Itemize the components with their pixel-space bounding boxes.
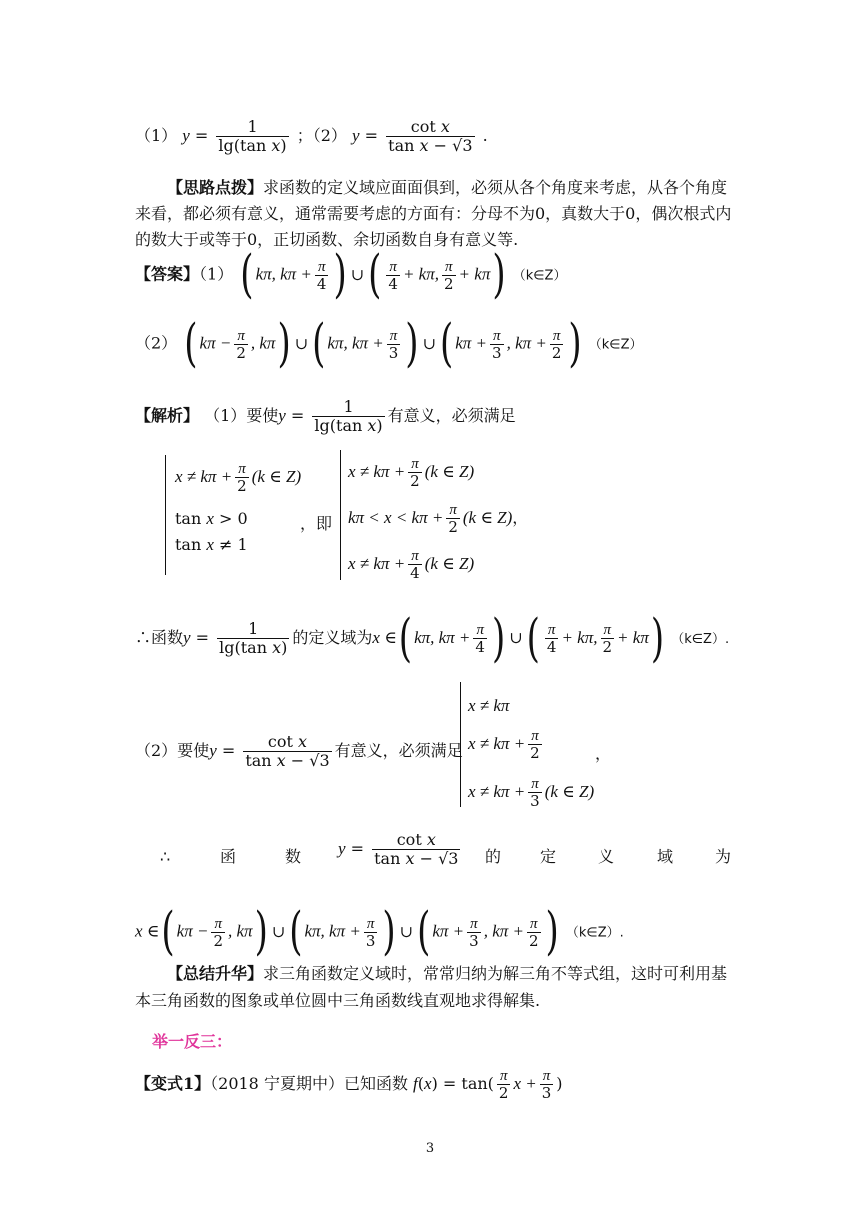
hint-label: 【思路点拨】 [167,178,264,197]
analysis-label: 【解析】 [135,406,200,425]
document-page: （1） y = $\frac{1}{\text{lg(tan x)}}$ ；（2） y = $\frac{\text{cot x}}{\text{tan x − √3}}$ . 【思路点拨】求函数的定义域应面面俱到，必须从各个角度来考虑，从各个角度来看，都必须有意义，通常需要考虑的方面有：分母不为0，真数大于0，偶次根式内的数大于或等于0，正切函数、余切函数自身有意义等. 【答案】（1） ( kπ, kπ + $\frac{\pi}{4}$ ) ∪ ( $\frac{\pi}{4}$ + kπ, $\frac{\pi}{2}$ + kπ) （k∈Z） （2） ( kπ − $\frac{\pi}{2}$ , kπ) ∪ ( kπ, kπ + $\frac{\pi}{3}$ ) ∪ ( kπ + $\frac{\pi}{3}$ , kπ + $\frac{\pi}{2}$ ) （k∈Z） 【解析】 （1）要使y = $\frac{1}{\text{lg(tan x)}}$ 有意义，必须满足 x ≠ kπ + $\frac{\pi}{2}$ (k ∈ Z) tan x > 0 tan x ≠ 1 ，即 x ≠ kπ + $\frac{\pi}{2}$ (k ∈ Z) kπ < x < kπ + $\frac{\pi}{2}$ (k ∈ Z)， x ≠ kπ + $\frac{\pi}{4}$ (k ∈ Z) ∴函数y = $\frac{1}{\text{lg(tan x)}}$ 的定义域为x ∈( kπ, kπ + $\frac{\pi}{4}$ ) ∪ ( $\frac{\pi}{4}$ + kπ, $\frac{\pi}{2}$ + kπ) （k∈Z）. （2）要使y = $\frac{\text{cot x}}{\text{tan x − √3}}$ 有意义，必须满足 x ≠ kπ x ≠ kπ + $\frac{\pi}{2}$ x ≠ kπ + $\frac{\pi}{3}$ (k ∈ Z) ， ∴ 函 数 y = $\frac{\text{cot x}}{\text{tan x − √3}}$ 的 定 义 域 为 x ∈( kπ − $\frac{\pi}{2}$ , kπ) ∪ ( kπ, kπ + $\frac{\pi}{3}$ ) ∪ ( kπ + $\frac{\pi}{3}$ , kπ + $\frac{\pi}{2}$ ) （k∈Z）. 【总结升华】求三角函数定义域时，常常归纳为解三角不等式组，这时可利用基本三角函数的图象或单位圆中三角函数线直观地求得解集. 举一反三： 【变式1】（2018 宁夏期中）已知函数 f(x) = tan( $\frac{\pi}{2}$ x + $\frac{\pi}{3}$ ) 3 [0,0,860,1216]
fraction: $\frac{\text{cot x}}{\text{tan x − √3}}$ [388,117,473,155]
inequality-system-3: x ≠ kπ x ≠ kπ + $\frac{\pi}{2}$ x ≠ kπ + $\frac{\pi}{3}$ (k ∈ Z) [460,682,600,812]
part2-label: ；（2） [296,126,347,145]
practice-title: 举一反三： [152,1032,233,1051]
analysis-line-1: 【解析】 （1）要使y = $\frac{1}{\text{lg(tan x)}}$ 有意义，必须满足 [135,397,516,435]
conclusion-line-3: x ∈( kπ − $\frac{\pi}{2}$ , kπ) ∪ ( kπ, kπ + $\frac{\pi}{3}$ ) ∪ ( kπ + $\frac{\pi}{3}$ , kπ + $\frac{\pi}{2}$ ) （k∈Z）. [135,902,624,962]
fraction: $\frac{1}{\text{lg(tan x)}}$ [218,117,287,155]
analysis-line-2: （2）要使y = $\frac{\text{cot x}}{\text{tan x − √3}}$ 有意义，必须满足 [135,732,463,770]
summary-text: 求三角函数定义域时，常常归纳为解三角不等式组，这时可利用基本三角函数的图象或单位圆中三角函数线直观地求得解集. [135,964,728,1010]
page-number: 3 [425,1141,435,1156]
problem-line: （1） y = $\frac{1}{\text{lg(tan x)}}$ ；（2） y = $\frac{\text{cot x}}{\text{tan x − √3}}$ . [135,117,488,155]
inequality-system-2: x ≠ kπ + $\frac{\pi}{2}$ (k ∈ Z) kπ < x < kπ + $\frac{\pi}{2}$ (k ∈ Z)， x ≠ kπ + $\frac{\pi}{4}$ (k ∈ Z) [340,450,560,585]
part1-label: （1） [135,126,178,145]
hint-text: 求函数的定义域应面面俱到，必须从各个角度来考虑，从各个角度来看，都必须有意义，通常需要考虑的方面有：分母不为0，真数大于0，偶次根式内的数大于或等于0，正切函数、余切函数自身有意义等. [135,178,732,249]
summary-paragraph [135,960,735,1014]
inequality-system-1: x ≠ kπ + $\frac{\pi}{2}$ (k ∈ Z) tan x > 0 tan x ≠ 1 [165,455,315,580]
hint-paragraph [135,175,735,253]
answer-line-1: 【答案】（1） ( kπ, kπ + $\frac{\pi}{4}$ ) ∪ ( $\frac{\pi}{4}$ + kπ, $\frac{\pi}{2}$ + kπ) （k∈Z） [135,245,567,305]
variant-line: 【变式1】（2018 宁夏期中）已知函数 f(x) = tan( $\frac{\pi}{2}$ x + $\frac{\pi}{3}$ ) [135,1068,563,1102]
variant-label: 【变式1】 [135,1074,211,1093]
answer-line-2: （2） ( kπ − $\frac{\pi}{2}$ , kπ) ∪ ( kπ, kπ + $\frac{\pi}{3}$ ) ∪ ( kπ + $\frac{\pi}{3}$ , kπ + $\frac{\pi}{2}$ ) （k∈Z） [135,314,643,374]
answer-label: 【答案】 [135,264,200,284]
summary-label: 【总结升华】 [167,964,264,983]
conclusion-line-1: ∴函数y = $\frac{1}{\text{lg(tan x)}}$ 的定义域为x ∈( kπ, kπ + $\frac{\pi}{4}$ ) ∪ ( $\frac{\pi}{4}$ + kπ, $\frac{\pi}{2}$ + kπ) （k∈Z）. [135,608,730,669]
